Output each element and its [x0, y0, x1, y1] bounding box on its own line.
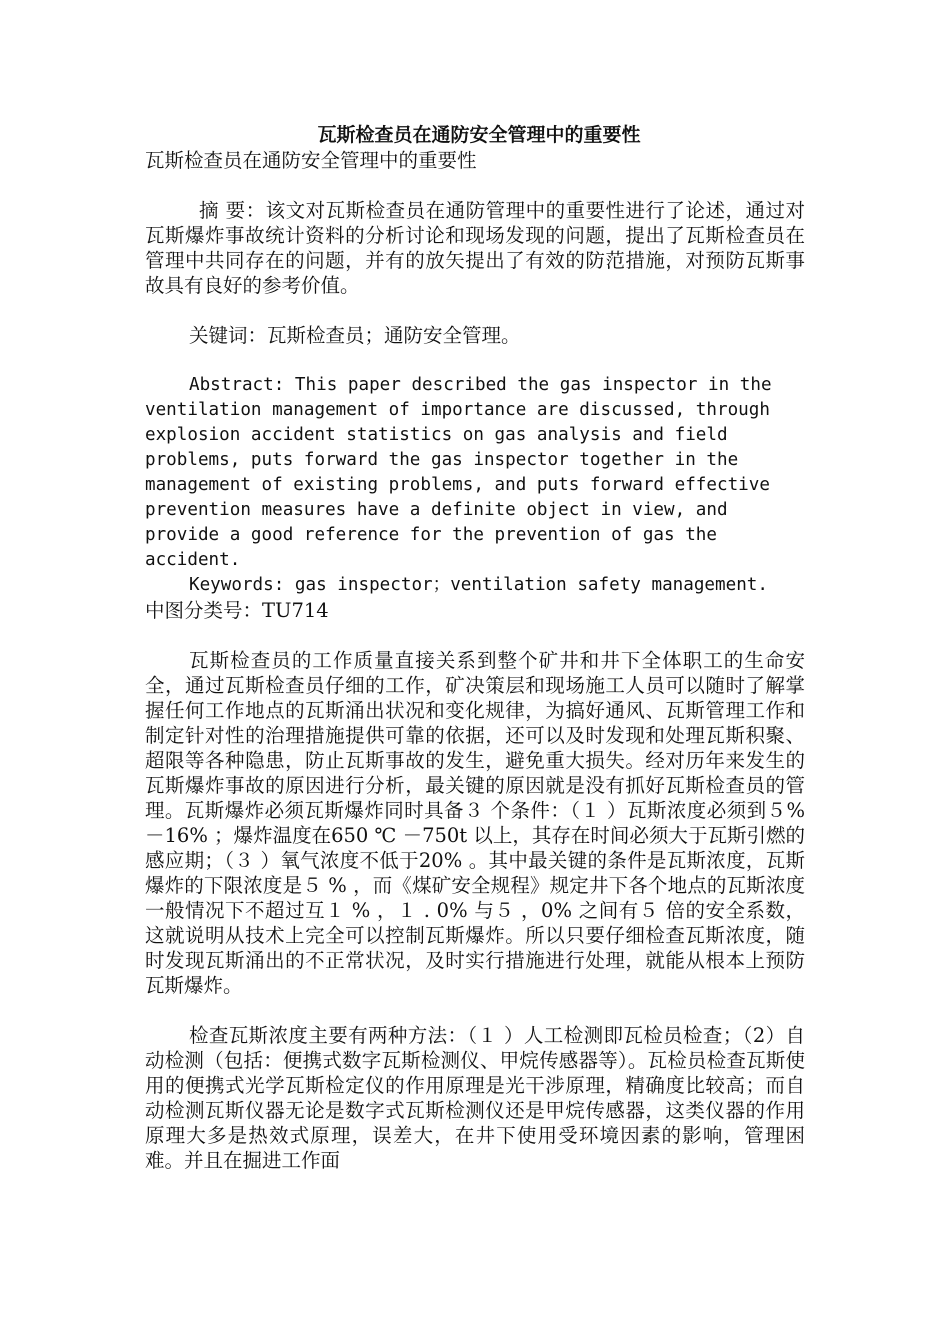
- keywords-chinese: 关键词：瓦斯检查员；通防安全管理。: [189, 324, 521, 347]
- spacer: [145, 623, 805, 648]
- document-page: [145, 122, 805, 1173]
- classification-number: 中图分类号：TU714: [145, 599, 329, 622]
- document-subtitle: 瓦斯检查员在通防安全管理中的重要性: [145, 149, 477, 172]
- document-title: 瓦斯检查员在通防安全管理中的重要性: [317, 124, 641, 146]
- spacer: [145, 173, 805, 198]
- spacer: [145, 348, 805, 373]
- body-paragraph-1: 瓦斯检查员的工作质量直接关系到整个矿井和井下全体职工的生命安全，通过瓦斯检查员仔细的工作，矿决策层和现场施工人员可以随时了解掌握任何工作地点的瓦斯涌出状况和变化规律，为搞好通风、瓦斯管理工作和制定针对性的治理措施提供可靠的依据，还可以及时发现和处理瓦斯积聚、超限等各种隐患，防止瓦斯事故的发生，避免重大损失。经对历年来发生的瓦斯爆炸事故的原因进行分析，最关键的原因就是没有抓好瓦斯检查员的管理。瓦斯爆炸必须瓦斯爆炸同时具备３ 个条件：（１ ）瓦斯浓度必须到５% －16% ；爆炸温度在650 ℃ －750t 以上，其存在时间必须大于瓦斯引燃的感应期；（３ ）氧气浓度不低于20% 。其中最关键的条件是瓦斯浓度，瓦斯爆炸的下限浓度是５ % ，而《煤矿安全规程》规定井下各个地点的瓦斯浓度一般情况下不超过互１ % ，１ . 0% 与５ ，0% 之间有５ 倍的安全系数，这就说明从技术上完全可以控制瓦斯爆炸。所以只要仔细检查瓦斯浓度，随时发现瓦斯涌出的不正常状况，及时实行措施进行处理，就能从根本上预防瓦斯爆炸。: [145, 649, 805, 997]
- abstract-chinese: 摘 要：该文对瓦斯检查员在通防管理中的重要性进行了论述，通过对瓦斯爆炸事故统计资料的分析讨论和现场发现的问题，提出了瓦斯检查员在管理中共同存在的问题，并有的放矢提出了有效的防范措施，对预防瓦斯事故具有良好的参考价值。: [145, 199, 805, 297]
- abstract-english: Abstract: This paper described the gas inspector in the ventilation management of importance are discussed, through explosion accident statistics on gas analysis and field problems, puts forward the gas inspector together in the management of existing problems, and puts forward effective prevention measures have a definite object in view, and provide a good reference for the prevention of gas the accident.: [145, 375, 772, 570]
- spacer: [145, 998, 805, 1023]
- spacer: [145, 298, 805, 323]
- body-paragraph-2: 检查瓦斯浓度主要有两种方法：（１ ）人工检测即瓦检员检查；（2）自动检测（包括：便携式数字瓦斯检测仪、甲烷传感器等）。瓦检员检查瓦斯使用的便携式光学瓦斯检定仪的作用原理是光干涉原理，精确度比较高；而自动检测瓦斯仪器无论是数字式瓦斯检测仪还是甲烷传感器，这类仪器的作用原理大多是热效式原理，误差大，在井下使用受环境因素的影响，管理困难。并且在掘进工作面: [145, 1024, 805, 1172]
- keywords-english: Keywords: gas inspector；ventilation safety management.: [189, 575, 768, 595]
